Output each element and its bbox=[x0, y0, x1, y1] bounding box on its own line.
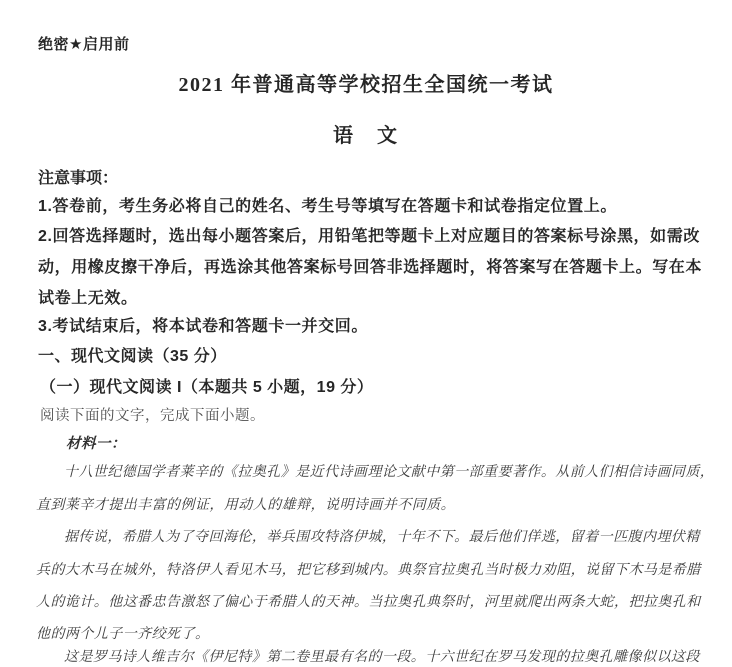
notice-line-4: 试卷上无效。 bbox=[38, 290, 138, 307]
classification-label: 绝密★启用前 bbox=[38, 36, 130, 53]
passage-line-3: 据传说，希腊人为了夺回海伦，举兵围攻特洛伊城，十年不下。最后他们佯逃，留着一匹腹内埋伏精 bbox=[64, 530, 700, 545]
passage-line-7: 这是罗马诗人维吉尔《伊尼特》第二卷里最有名的一段。十六世纪在罗马发现的拉奥孔雕像似以这段 bbox=[64, 650, 700, 665]
material-one-label: 材料一： bbox=[66, 436, 126, 452]
notice-line-2: 2.回答选择题时，选出每小题答案后，用铅笔把等题卡上对应题目的答案标号涂黑，如需改 bbox=[38, 228, 700, 245]
exam-title: 2021 年普通高等学校招生全国统一考试 bbox=[178, 74, 554, 96]
notice-line-3: 动，用橡皮擦干净后，再选涂其他答案标号回答非选择题时，将答案写在答题卡上。写在本 bbox=[38, 259, 703, 276]
passage-line-5: 人的诡计。他这番忠告激怒了偏心于希腊人的天神。当拉奥孔典祭时，河里就爬出两条大蛇，把拉奥孔和 bbox=[36, 595, 701, 610]
passage-line-6: 他的两个儿子一齐绞死了。 bbox=[36, 627, 210, 642]
notice-heading: 注意事项： bbox=[38, 170, 119, 187]
notice-line-5: 3.考试结束后，将本试卷和答题卡一并交回。 bbox=[38, 318, 368, 335]
passage-line-2: 直到莱辛才提出丰富的例证，用动人的雄辩，说明诗画并不同质。 bbox=[36, 498, 456, 513]
notice-line-1: 1.答卷前，考生务必将自己的姓名、考生号等填写在答题卡和试卷指定位置上。 bbox=[38, 198, 617, 215]
passage-line-4: 兵的大木马在城外，特洛伊人看见木马，把它移到城内。典祭官拉奥孔当时极力劝阻，说留下木马是希腊 bbox=[36, 563, 701, 578]
reading-instruction: 阅读下面的文字，完成下面小题。 bbox=[40, 408, 265, 424]
subsection-heading-reading-one: （一）现代文阅读 I（本题共 5 小题，19 分） bbox=[40, 379, 374, 396]
subject-title: 语 文 bbox=[333, 125, 399, 147]
section-heading-modern-reading: 一、现代文阅读（35 分） bbox=[38, 348, 227, 365]
passage-line-1: 十八世纪德国学者莱辛的《拉奥孔》是近代诗画理论文献中第一部重要著作。从前人们相信诗画同质， bbox=[64, 465, 715, 480]
